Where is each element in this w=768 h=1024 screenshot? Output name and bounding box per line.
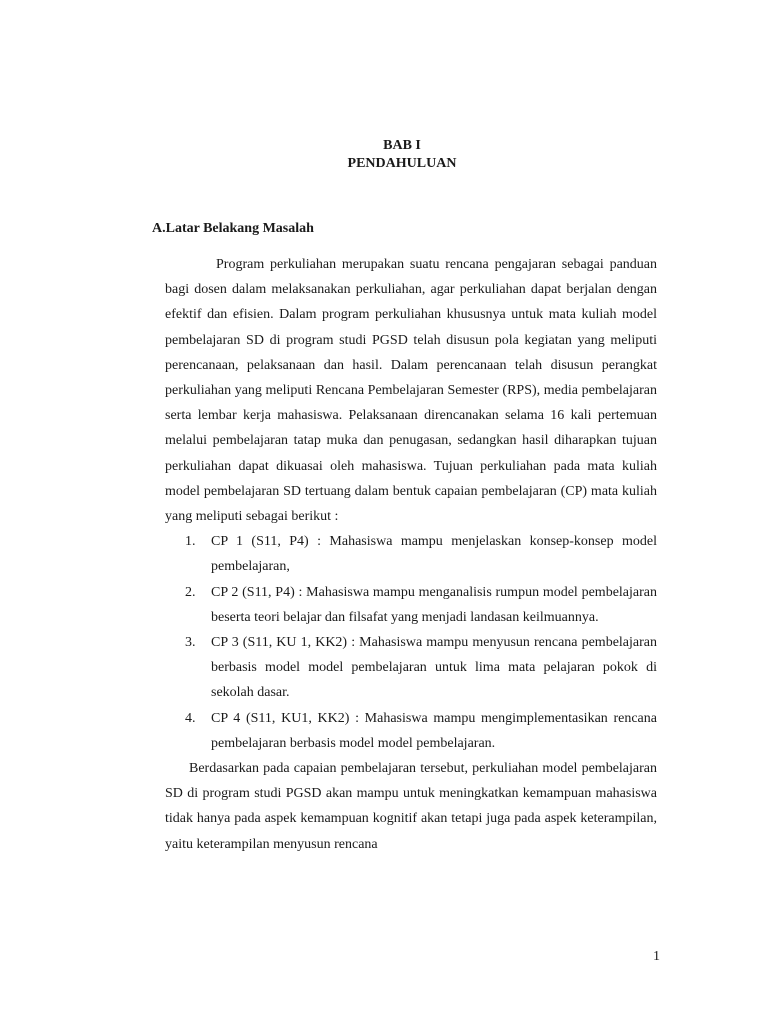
chapter-number: BAB I: [383, 138, 421, 153]
list-item-text: CP 1 (S11, P4) : Mahasiswa mampu menjelaskan konsep-konsep model pembelajaran,: [211, 534, 657, 575]
chapter-title: PENDAHULUAN: [347, 156, 457, 171]
list-item-text: CP 3 (S11, KU 1, KK2) : Mahasiswa mampu menyusun rencana pembelajaran berbasis model model pembelajaran untuk lima mata pelajaran pokok di sekolah dasar.: [211, 635, 657, 701]
list-item-number: 1.: [185, 534, 196, 550]
list-item-number: 2.: [185, 584, 196, 600]
list-item-text: CP 2 (S11, P4) : Mahasiswa mampu menganalisis rumpun model pembelajaran beserta teori belajar dan filsafat yang menjadi landasan keilmuannya.: [211, 584, 657, 625]
body-text: [165, 252, 657, 857]
list-item: [165, 580, 657, 630]
list-item: [165, 630, 657, 706]
section-heading: A.Latar Belakang Masalah: [152, 221, 314, 236]
page-number: 1: [653, 949, 660, 964]
list-item-number: 3.: [185, 635, 196, 651]
learning-outcomes-list: [165, 529, 657, 756]
list-item: [165, 529, 657, 579]
closing-paragraph: Berdasarkan pada capaian pembelajaran tersebut, perkuliahan model pembelajaran SD di program studi PGSD akan mampu untuk meningkatkan kemampuan mahasiswa tidak hanya pada aspek kemampuan kognitif akan tetapi juga pada aspek keterampilan, yaitu keterampilan menyusun rencana: [165, 761, 657, 852]
list-item: [165, 706, 657, 756]
list-item-number: 4.: [185, 710, 196, 726]
intro-paragraph: Program perkuliahan merupakan suatu rencana pengajaran sebagai panduan bagi dosen dalam melaksanakan perkuliahan, agar perkuliahan dapat berjalan dengan efektif dan efisien. Dalam program perkuliahan khususnya untuk mata kuliah model pembelajaran SD di program studi PGSD telah disusun pola kegiatan yang meliputi perencanaan, pelaksanaan dan hasil. Dalam perencanaan telah disusun perangkat perkuliahan yang meliputi Rencana Pembelajaran Semester (RPS), media pembelajaran serta lembar kerja mahasiswa. Pelaksanaan direncanakan selama 16 kali pertemuan melalui pembelajaran tatap muka dan penugasan, sedangkan hasil diharapkan tujuan perkuliahan dapat dikuasai oleh mahasiswa. Tujuan perkuliahan pada mata kuliah model pembelajaran SD tertuang dalam bentuk capaian pembelajaran (CP) mata kuliah yang meliputi sebagai berikut :: [165, 257, 657, 525]
list-item-text: CP 4 (S11, KU1, KK2) : Mahasiswa mampu mengimplementasikan rencana pembelajaran berbasis model model pembelajaran.: [211, 710, 657, 751]
